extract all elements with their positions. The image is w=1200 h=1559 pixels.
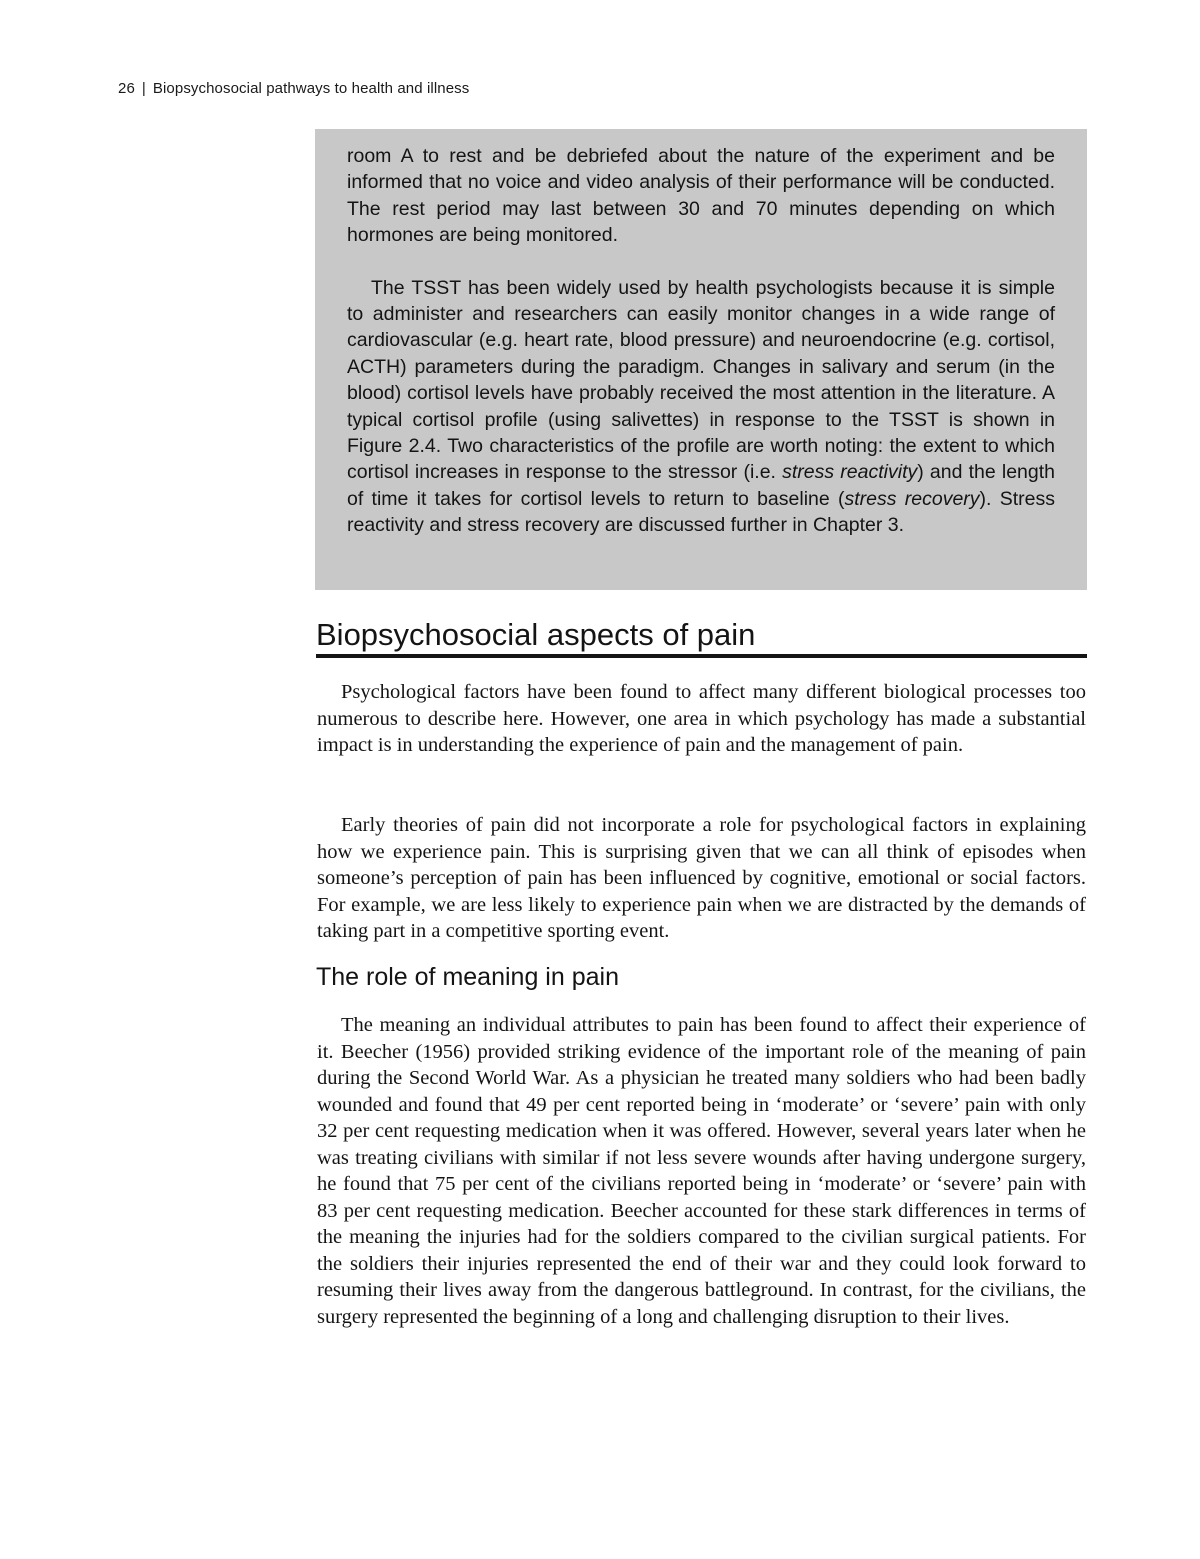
term-stress-reactivity: stress reactivity	[782, 461, 918, 484]
box-paragraph-2-text-b: ) and the length of time it takes for cortisol levels to return to baseline (	[347, 461, 1055, 510]
box-paragraph-1-text: room A to rest and be debriefed about the nature of the experiment and be informed that no voice and video analysis of their performance will be conducted. The rest period may last between 30 and 70 minutes depending on which hormones are being monitored.	[347, 145, 1055, 247]
box-paragraph-1	[347, 143, 1055, 249]
page-number: 26	[118, 80, 135, 97]
section-heading: Biopsychosocial aspects of pain	[316, 617, 756, 652]
box-paragraph-2-text-a: The TSST has been widely used by health psychologists because it is simple to administer and researchers can easily monitor changes in a wide range of cardiovascular (e.g. heart rate, blood pressure) and neuroendocrine (e.g. cortisol, ACTH) parameters during the paradigm. Changes in salivary and serum (in the blood) cortisol levels have probably received the most attention in the literature. A typical cortisol profile (using salivettes) in response to the TSST is shown in Figure 2.4. Two characteristics of the profile are worth noting: the extent to which cortisol increases in response to the stressor (i.e.	[347, 276, 1055, 484]
tsst-info-box	[315, 129, 1087, 590]
box-paragraph-2-text-c: ). Stress reactivity and stress recovery are discussed further in Chapter 3.	[347, 487, 1055, 537]
subsection-heading: The role of meaning in pain	[316, 963, 619, 991]
term-stress-recovery: stress recovery	[844, 487, 980, 510]
chapter-title: Biopsychosocial pathways to health and illness	[152, 80, 470, 97]
section-heading-rule	[316, 654, 1087, 658]
running-head	[118, 80, 469, 97]
running-head-separator: |	[141, 80, 146, 97]
box-paragraph-2	[347, 275, 1055, 539]
subsection-paragraph-1: The meaning an individual attributes to pain has been found to affect their experience of it. Beecher (1956) provided striking evidence of the important role of the meaning of pain during the Second World War. As a physician he treated many soldiers who had been badly wounded and found that 49 per cent reported being in ‘moderate’ or ‘severe’ pain with only 32 per cent requesting medication when it was offered. However, several years later when he was treating civilians with similar if not less severe wounds after having undergone surgery, he found that 75 per cent of the civilians reported being in ‘moderate’ or ‘severe’ pain with 83 per cent requesting medication. Beecher accounted for these stark differences in terms of the meaning the injuries had for the soldiers compared to the civilian surgical patients. For the soldiers their injuries represented the end of their war and they could look forward to resuming their lives away from the dangerous battleground. In contrast, for the civilians, the surgery represented the beginning of a long and challenging disruption to their lives.	[317, 1014, 1086, 1328]
section-paragraph-2: Early theories of pain did not incorporate a role for psychological factors in explaining how we experience pain. This is surprising given that we can all think of episodes when someone’s perception of pain has been influenced by cognitive, emotional or social factors. For example, we are less likely to experience pain when we are distracted by the demands of taking part in a competitive sporting event.	[317, 814, 1086, 942]
section-paragraph-1: Psychological factors have been found to affect many different biological processes too numerous to describe here. However, one area in which psychology has made a substantial impact is in understanding the experience of pain and the management of pain.	[317, 681, 1086, 756]
